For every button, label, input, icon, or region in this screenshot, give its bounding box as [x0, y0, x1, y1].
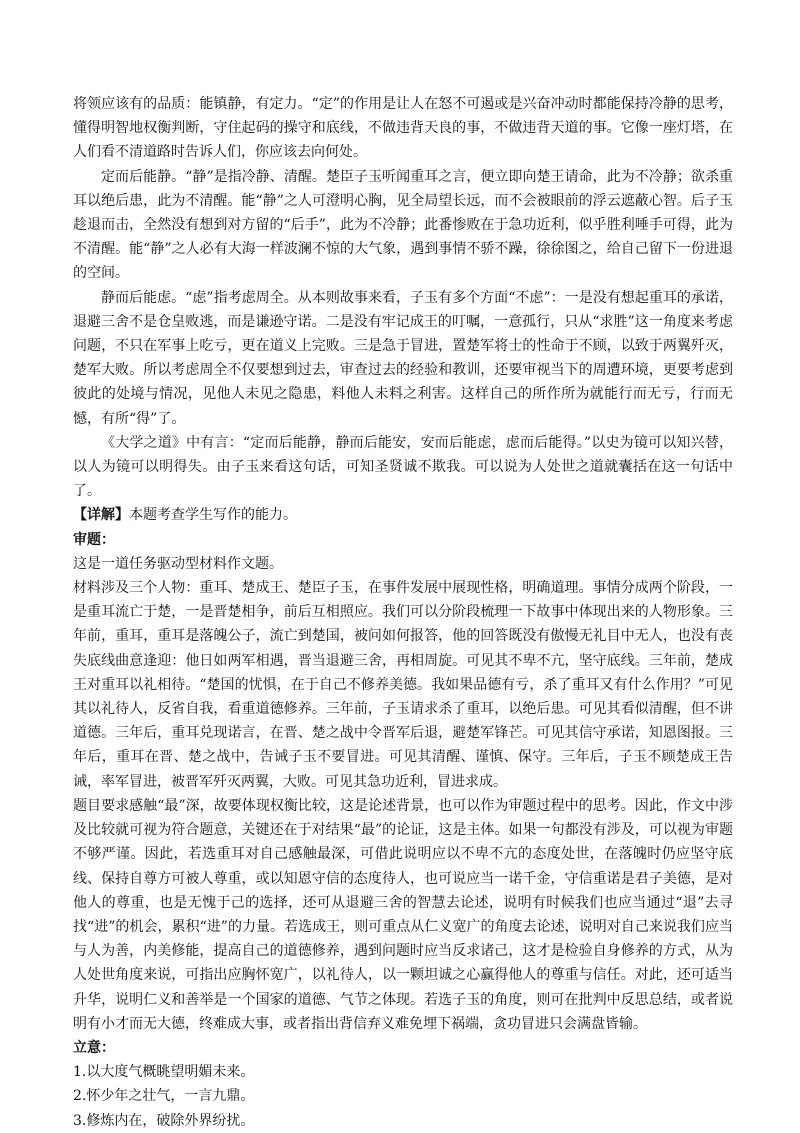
detail-line — [73, 503, 733, 527]
shenti-paragraph-3: 题目要求感触“最”深，故要体现权衡比较，这是论述背景，也可以作为审题过程中的思考。因此，作文中涉及比较就可视为符合题意，关键还在于对结果“最”的论证，这是主体。如果一句都没有涉及，可以视为审题不够严谨。因此，若选重耳对自己感触最深，可借此说明应以不卑不亢的态度处世，在落魄时仍应坚守底线、保持自尊方可被人尊重，或以知恩守信的态度待人，也可说应当一诺千金，守信重诺是君子美德，是对他人的尊重，也是无愧于己的选择，还可从退避三舍的智慧去论述，说明有时候我们也应当通过“退”去寻找“进”的机会，累积“进”的力量。若选成王，则可重点从仁义宽广的角度去论述，说明对自己来说我们应当与人为善，内美修能，提高自己的道德修养，遇到问题时应当反求诸己，这才是检验自身修养的方式，从为人处世角度来说，可指出应胸怀宽广，以礼待人，以一颗坦诚之心赢得他人的尊重与信任。对此，还可适当升华，说明仁义和善举是一个国家的道德、气节之体现。若选子玉的角度，则可在批判中反思总结，或者说明有小才而无大德，终难成大事，或者指出背信弃义难免埋下祸端，贪功冒进只会满盘皆输。 — [73, 797, 733, 1032]
essay-paragraph-1: 将领应该有的品质：能镇静，有定力。“定”的作用是让人在怒不可遏或是兴奋冲动时都能保持冷静的思考，懂得明智地权衡判断，守住起码的操守和底线，不做违背天良的事，不做违背天道的事。它像一座灯塔，在人们看不清道路时告诉人们，你应该去向何处。 — [73, 96, 733, 161]
liyi-item-1: 1.以大度气概眺望明媚未来。 — [73, 1064, 255, 1081]
liyi-item-2: 2.怀少年之壮气，一言九鼎。 — [73, 1088, 255, 1105]
shenti-paragraph-1: 这是一道任务驱动型材料作文题。 — [73, 555, 283, 572]
essay-paragraph-4: 《大学之道》中有言：“定而后能静，静而后能安，安而后能虑，虑而后能得。”以史为镜可以知兴替，以人为镜可以明得失。由子玉来看这句话，可知圣贤诚不欺我。可以说为人处世之道就囊括在这一句话中了。 — [73, 434, 733, 500]
document-page — [73, 92, 733, 1133]
essay-paragraph-3: 静而后能虑。“虑”指考虑周全。从本则故事来看，子玉有多个方面“不虑”：一是没有想起重耳的承诺，退避三舍不是仓皇败逃，而是谦逊守诺。二是没有牢记成王的叮嘱，一意孤行，只从“求胜”这一角度来考虑问题，不只在军事上吃亏，更在道义上完败。三是急于冒进，置楚军将士的性命于不顾，以致于两翼歼灭，楚军大败。所以考虑周全不仅要想到过去，审查过去的经验和教训，还要审视当下的周遭环境，更要考虑到彼此的处境与情况，见他人未见之隐患，料他人未料之利害。这样自己的所作所为就能行而无亏，行而无憾，有所“得”了。 — [73, 289, 733, 427]
detail-label: 【详解】 — [73, 507, 129, 524]
shenti-heading: 审题： — [73, 531, 115, 548]
essay-paragraph-2: 定而后能静。“静”是指冷静、清醒。楚臣子玉听闻重耳之言，便立即向楚王请命，此为不冷静；欲杀重耳以绝后患，此为不清醒。能“静”之人可澄明心胸，见全局望长远，而不会被眼前的浮云遮蔽心智。后子玉趁退而击，全然没有想到对方留的“后手”，此为不冷静；此番惨败在于急功近利，似乎胜利唾手可得，此为不清醒。能“静”之人必有大海一样波澜不惊的大气象，遇到事情不骄不躁，徐徐图之，给自己留下一份进退的空间。 — [73, 168, 733, 282]
liyi-item-3: 3.修炼内在，破除外界纷扰。 — [73, 1112, 255, 1129]
liyi-heading: 立意： — [73, 1039, 115, 1056]
detail-text: 本题考查学生写作的能力。 — [129, 507, 297, 524]
shenti-paragraph-2: 材料涉及三个人物：重耳、楚成王、楚臣子玉，在事件发展中展现性格，明确道理。事情分成两个阶段，一是重耳流亡于楚，一是晋楚相争，前后互相照应。我们可以分阶段梳理一下故事中体现出来的人物形象。三年前，重耳，重耳是落魄公子，流亡到楚国，被问如何报答，他的回答既没有傲慢无礼目中无人，也没有丧失底线曲意逢迎：他日如两军相遇，晋当退避三舍，再相周旋。可见其不卑不亢，坚守底线。三年前，楚成王对重耳以礼相待。“楚国的忧惧，在于自己不修养美德。我如果品德有亏，杀了重耳又有什么作用？”可见其以礼待人，反省自我，看重道德修养。三年前，子玉请求杀了重耳，以绝后患。可见其看似清醒，但不讲道德。三年后，重耳兑现诺言，在晋、楚之战中令晋军后退，避楚军锋芒。可见其信守承诺，知恩图报。三年后，重耳在晋、楚之战中，告诫子玉不要冒进。可见其清醒、谨慎、保守。三年后，子玉不顾楚成王告诫，率军冒进，被晋军歼灭两翼，大败。可见其急功近利，冒进求成。 — [73, 580, 733, 790]
